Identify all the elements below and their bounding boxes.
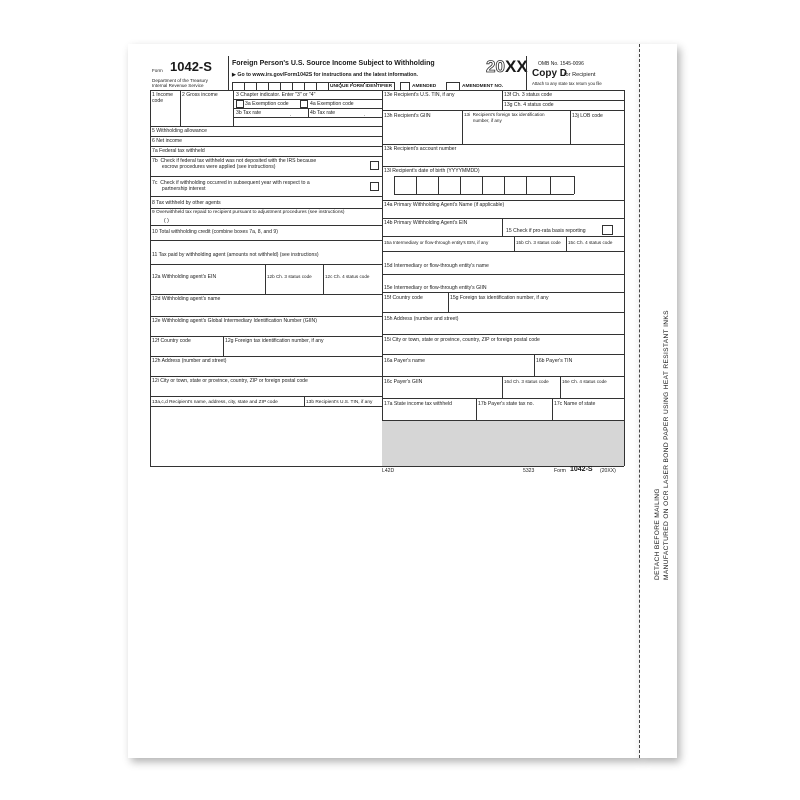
box15f-label: 15f Country code (384, 295, 423, 301)
box15a-label: 15a Intermediary or flow-through entity's EIN, if any (384, 240, 489, 245)
box3-label: 3 Chapter indicator. Enter "3" or "4" (236, 92, 316, 98)
box6-label: 6 Net income (152, 138, 183, 144)
manufactured-text: MANUFACTURED ON OCR LASER BOND PAPER USING HEAT RESISTANT INKS (662, 310, 670, 580)
box8-label: 8 Tax withheld by other agents (152, 200, 221, 206)
dept-line2: Internal Revenue Service (152, 83, 204, 88)
detach-text: DETACH BEFORE MAILING (654, 488, 661, 580)
box13e-label: 13e Recipient's U.S. TIN, if any (384, 92, 455, 98)
box4b-label: 4b Tax rate (310, 110, 336, 116)
box5-label: 5 Withholding allowance (152, 128, 207, 134)
footer-year: (20XX) (600, 468, 616, 474)
box15i-label: 15i City or town, state or province, country, ZIP or foreign postal code (384, 337, 540, 343)
box17a-label: 17a State income tax withheld (384, 401, 452, 407)
box16d-label: 16d Ch. 3 status code (504, 379, 549, 384)
copy-for: for Recipient (564, 72, 596, 78)
box13h-label: 13h Recipient's GIIN (384, 113, 431, 119)
year-prefix: 20 (486, 57, 505, 76)
box13acd-label: 13a,c,d Recipient's name, address, city, state and ZIP code (152, 400, 278, 405)
box9-paren: ( ) (164, 218, 169, 224)
box15-label: 15 Check if pro-rata basis reporting (506, 228, 586, 234)
form-title: Foreign Person's U.S. Source Income Subject to Withholding (232, 60, 435, 67)
box3a-label: 3a Exemption code (245, 101, 289, 107)
box13g-label: 13g Ch. 4 status code (504, 102, 554, 108)
box7b-checkbox[interactable] (370, 161, 379, 170)
box10-label: 10 Total withholding credit (combine boxes 7a, 8, and 9) (152, 229, 278, 235)
footer-code: L42D (382, 468, 395, 474)
box17b-label: 17b Payer's state tax no. (478, 401, 534, 407)
box13k-label: 13k Recipient's account number (384, 146, 457, 152)
copy-d: Copy D (532, 68, 567, 79)
box3b-label: 3b Tax rate (236, 110, 262, 116)
box12b-label: 12b Ch. 3 status code (267, 274, 312, 279)
box13b-label: 13b Recipient's U.S. TIN, if any (306, 400, 373, 405)
dept-line1: Department of the Treasury (152, 78, 208, 83)
ch4-checkbox[interactable] (300, 100, 308, 108)
box15h-label: 15h Address (number and street) (384, 316, 459, 322)
tax-rate-dot-1: . (290, 112, 292, 118)
box7c-label: 7c Check if withholding occurred in subsequent year with respect to a partnership interest (152, 180, 310, 192)
stub-text (654, 310, 671, 580)
form-word: Form (152, 68, 163, 73)
amended-label: AMENDED (412, 84, 437, 89)
box13l-label: 13l Recipient's date of birth (YYYYMMDD) (384, 168, 480, 174)
box14b-label: 14b Primary Withholding Agent's EIN (384, 220, 468, 226)
box12f-label: 12f Country code (152, 338, 191, 344)
box15-checkbox[interactable] (602, 225, 613, 235)
goto-line: ▶ Go to www.irs.gov/Form1042S for instructions and the latest information. (232, 72, 418, 78)
box15b-label: 15b Ch. 3 status code (516, 240, 561, 245)
box13f-label: 13f Ch. 3 status code (504, 92, 553, 98)
box16a-label: 16a Payer's name (384, 358, 425, 364)
box7b-label: 7b Check if federal tax withheld was not deposited with the IRS because escrow procedures were applied (see instructions) (152, 158, 317, 170)
box15c-label: 15c Ch. 4 status code (568, 240, 613, 245)
box12i-label: 12i City or town, state or province, country, ZIP or foreign postal code (152, 378, 308, 384)
perforation-line (639, 44, 640, 758)
shaded-area (382, 420, 624, 466)
year-suffix: XX (505, 57, 528, 76)
amendment-no-label: AMENDMENT NO. (462, 84, 504, 89)
box15g-label: 15g Foreign tax identification number, if any (450, 295, 549, 301)
box12d-label: 12d Withholding agent's name (152, 296, 221, 302)
box13i-label: 13i Recipient's foreign tax identification number, if any (464, 112, 545, 123)
box7a-label: 7a Federal tax withheld (152, 148, 205, 154)
box13j-label: 13j LOB code (572, 113, 603, 119)
box9-label: 9 Overwithheld tax repaid to recipient pursuant to adjustment procedures (see instructions) (152, 210, 345, 215)
box12c-label: 12c Ch. 4 status code (325, 274, 370, 279)
footer-form-word: Form (554, 468, 566, 474)
footer-cat: 5323 (523, 468, 535, 474)
form-1042s (150, 54, 624, 466)
box11-label: 11 Tax paid by withholding agent (amounts not withheld) (see instructions) (152, 252, 319, 258)
box12h-label: 12h Address (number and street) (152, 358, 227, 364)
box15d-label: 15d Intermediary or flow-through entity's name (384, 263, 489, 269)
box16e-label: 16e Ch. 4 status code (562, 379, 607, 384)
footer-form-number: 1042-S (570, 466, 593, 473)
form-number: 1042-S (170, 59, 212, 74)
ch3-checkbox[interactable] (236, 100, 244, 108)
box12g-label: 12g Foreign tax identification number, if any (225, 338, 324, 344)
box16c-label: 16c Payer's GIIN (384, 379, 423, 385)
box12a-label: 12a Withholding agent's EIN (152, 274, 217, 280)
box4a-label: 4a Exemption code (310, 101, 354, 107)
box7c-checkbox[interactable] (370, 182, 379, 191)
box14a-label: 14a Primary Withholding Agent's Name (if applicable) (384, 202, 505, 208)
box16b-label: 16b Payer's TIN (536, 358, 573, 364)
uid-label: UNIQUE FORM IDENTIFIER (330, 84, 393, 89)
box1-label: 1 Income code (152, 92, 173, 104)
omb-number: OMB No. 1545-0096 (538, 61, 584, 67)
tax-rate-dot-2: . (364, 112, 366, 118)
box2-label: 2 Gross income (182, 92, 218, 98)
attach-note: Attach to any state tax return you file (532, 81, 602, 86)
box17c-label: 17c Name of state (554, 401, 596, 407)
box12e-label: 12e Withholding agent's Global Intermediary Identification Number (GIIN) (152, 318, 317, 324)
box15e-label: 15e Intermediary or flow-through entity's GIIN (384, 285, 487, 291)
